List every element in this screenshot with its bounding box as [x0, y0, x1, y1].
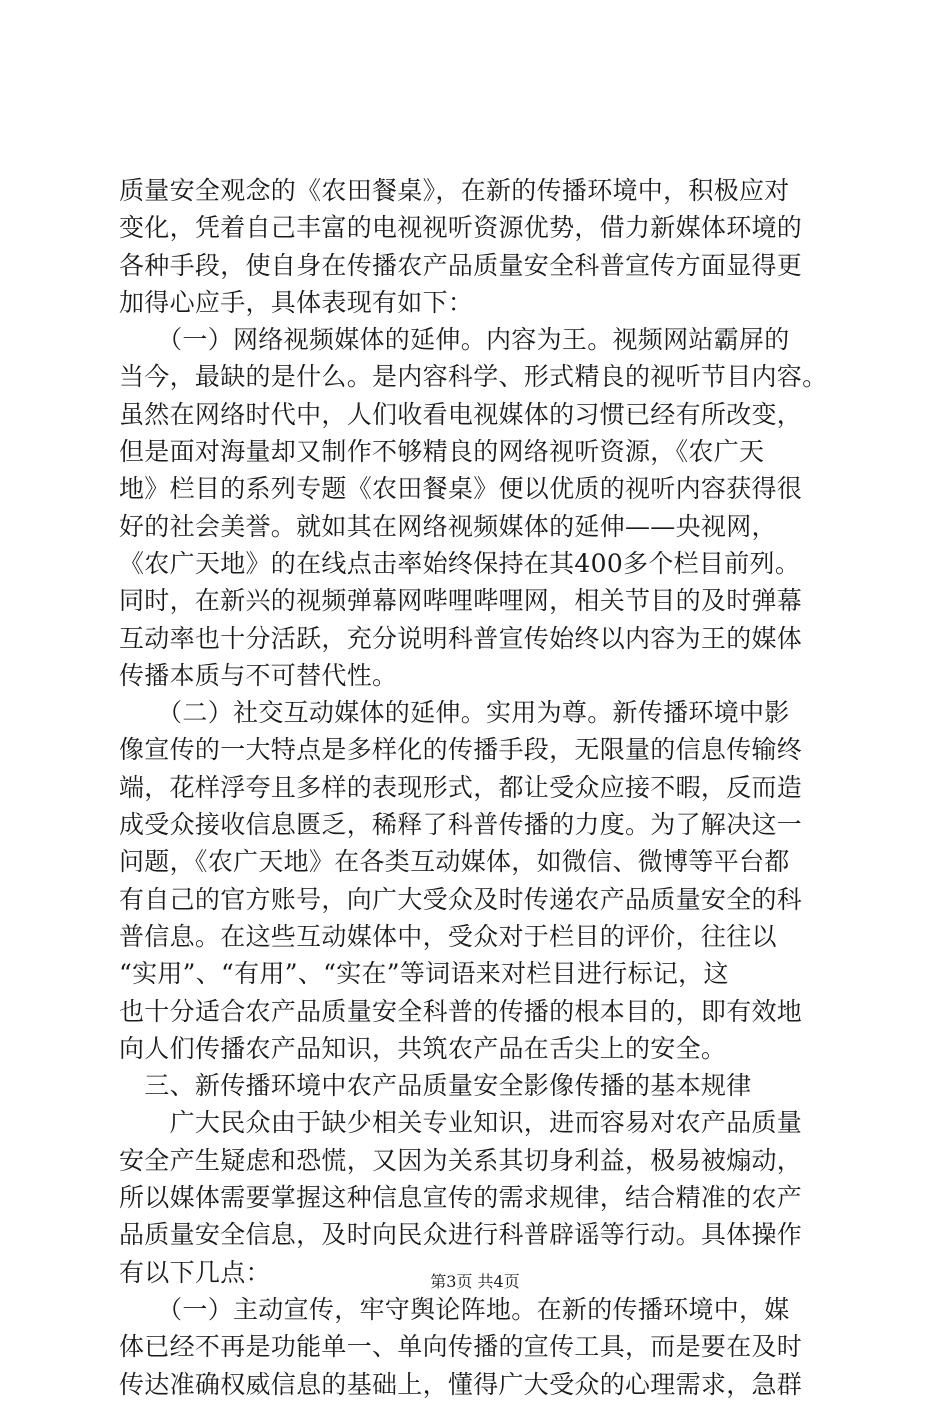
text-line: 所以媒体需要掌握这种信息宣传的需求规律，结合精准的农产 — [119, 1183, 803, 1213]
text-line: 有以下几点： — [119, 1257, 271, 1287]
text-line: 质量安全观念的《农田餐桌》，在新的传播环境中，积极应对 — [119, 176, 790, 205]
text-line: 有自己的官方账号，向广大受众及时传递农产品质量安全的科 — [119, 884, 803, 914]
text-line: 变化，凭着自己丰富的电视视听资源优势，借力新媒体环境的 — [119, 213, 803, 243]
text-line: （一）主动宣传，牢守舆论阵地。在新的传播环境中，媒 — [119, 1294, 790, 1324]
text-line: 各种手段，使自身在传播农产品质量安全科普宣传方面显得更 — [119, 250, 803, 280]
text-line: 广大民众由于缺少相关专业知识，进而容易对农产品质量 — [119, 1108, 803, 1138]
section-heading: 三、新传播环境中农产品质量安全影像传播的基本规律 — [119, 1071, 752, 1101]
text-line: 品质量安全信息，及时向民众进行科普辟谣等行动。具体操作 — [119, 1220, 803, 1250]
text-line: 加得心应手，具体表现有如下： — [119, 287, 474, 317]
text-line: 传播本质与不可替代性。 — [119, 660, 398, 690]
text-line: 端，花样浮夸且多样的表现形式，都让受众应接不暇，反而造 — [119, 772, 803, 802]
text-line: 当今，最缺的是什么。是内容科学、形式精良的视听节目内容。 — [119, 362, 828, 392]
text-line: 问题，《农广天地》在各类互动媒体，如微信、微博等平台都 — [119, 847, 790, 877]
text-line: 也十分适合农产品质量安全科普的传播的根本目的，即有效地 — [119, 996, 803, 1026]
text-line: 《农广天地》的在线点击率始终保持在其400多个栏目前列。 — [119, 548, 801, 578]
page-number-footer: 第3页 共4页 — [430, 1272, 520, 1291]
text-line: 向人们传播农产品知识，共筑农产品在舌尖上的安全。 — [119, 1033, 727, 1063]
text-line: 但是面对海量却又制作不够精良的网络视听资源，《农广天 — [119, 437, 765, 467]
text-line: “实用”、“有用”、“实在”等词语来对栏目进行标记，这 — [119, 959, 729, 989]
text-line: 成受众接收信息匮乏，稀释了科普传播的力度。为了解决这一 — [119, 810, 803, 840]
text-line: 像宣传的一大特点是多样化的传播手段，无限量的信息传输终 — [119, 735, 803, 765]
text-line: 传达准确权威信息的基础上，懂得广大受众的心理需求，急群 — [119, 1369, 803, 1399]
text-line: 普信息。在这些互动媒体中，受众对于栏目的评价，往往以 — [119, 921, 777, 951]
text-line: （二）社交互动媒体的延伸。实用为尊。新传播环境中影 — [119, 698, 790, 728]
text-line: （一）网络视频媒体的延伸。内容为王。视频网站霸屏的 — [119, 325, 790, 355]
text-line: 地》栏目的系列专题《农田餐桌》便以优质的视听内容获得很 — [119, 474, 803, 504]
text-line: 好的社会美誉。就如其在网络视频媒体的延伸——央视网， — [119, 511, 777, 541]
body-text — [119, 172, 835, 1403]
text-line: 体已经不再是功能单一、单向传播的宣传工具，而是要在及时 — [119, 1332, 803, 1362]
text-line: 互动率也十分活跃，充分说明科普宣传始终以内容为王的媒体 — [119, 623, 803, 653]
text-line: 虽然在网络时代中，人们收看电视媒体的习惯已经有所改变， — [119, 399, 803, 429]
text-line: 同时，在新兴的视频弹幕网哔哩哔哩网，相关节目的及时弹幕 — [119, 586, 803, 616]
text-line: 安全产生疑虑和恐慌，又因为关系其切身利益，极易被煽动， — [119, 1145, 803, 1175]
